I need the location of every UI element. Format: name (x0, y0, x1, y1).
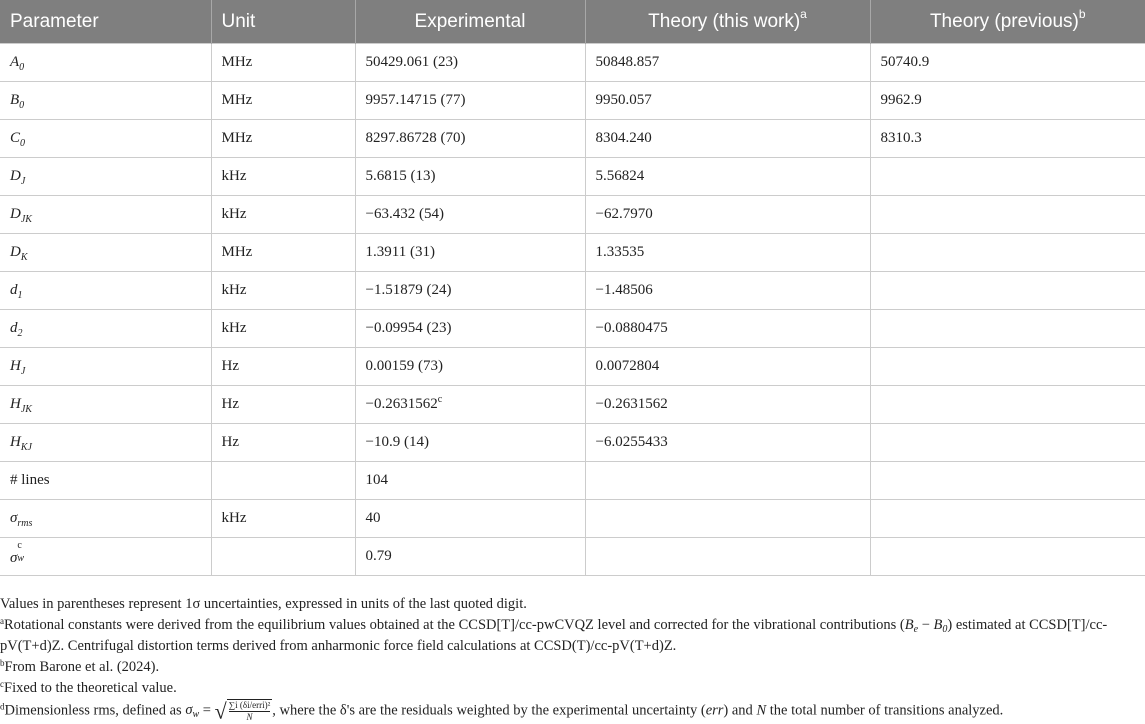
cell-theory-previous: 50740.9 (870, 44, 1145, 82)
table-row (0, 310, 1145, 348)
cell-theory-this-work: −1.48506 (585, 272, 870, 310)
cell-experimental: 1.3911 (31) (355, 234, 585, 272)
cell-parameter: $H_{JK}$ (0, 386, 211, 424)
cell-parameter: $D_J$ (0, 158, 211, 196)
cell-experimental: 40 (355, 500, 585, 538)
table-row (0, 158, 1145, 196)
header-theory-previous: Theory (previous)$^b$ (870, 0, 1145, 44)
cell-experimental: 5.6815 (13) (355, 158, 585, 196)
footnote-mark: c (437, 394, 443, 405)
cell-parameter: $d_1$ (0, 272, 211, 310)
cell-unit: MHz (211, 44, 355, 82)
footnote-mark: a (800, 6, 807, 21)
cell-theory-previous (870, 424, 1145, 462)
cell-unit (211, 538, 355, 576)
table-row (0, 196, 1145, 234)
table-row (0, 120, 1145, 158)
cell-unit: MHz (211, 82, 355, 120)
cell-parameter: $H_{KJ}$ (0, 424, 211, 462)
cell-unit (211, 462, 355, 500)
cell-theory-previous (870, 386, 1145, 424)
cell-experimental: 9957.14715 (77) (355, 82, 585, 120)
cell-unit: kHz (211, 272, 355, 310)
cell-theory-previous: 9962.9 (870, 82, 1145, 120)
cell-unit: kHz (211, 196, 355, 234)
cell-theory-this-work: 9950.057 (585, 82, 870, 120)
cell-unit: Hz (211, 348, 355, 386)
cell-theory-this-work (585, 462, 870, 500)
cell-parameter: $D_{JK}$ (0, 196, 211, 234)
cell-parameter: $\sigma_{rms}$ (0, 500, 211, 538)
table-row (0, 82, 1145, 120)
cell-parameter: # lines (0, 462, 211, 500)
cell-theory-previous (870, 310, 1145, 348)
table-row (0, 538, 1145, 576)
cell-parameter: $H_J$ (0, 348, 211, 386)
cell-theory-previous (870, 462, 1145, 500)
cell-theory-this-work: 1.33535 (585, 234, 870, 272)
footnote-a: $^a$Rotational constants were derived from the equilibrium values obtained at the CCSD[T]/cc-pwCVQZ level and corrected for the vibrational contributions $(B_e - B_0)$ estimated at CCSD[T]/cc- (0, 616, 1108, 635)
cell-theory-this-work: −0.2631562 (585, 386, 870, 424)
cell-theory-previous (870, 196, 1145, 234)
cell-parameter: $D_K$ (0, 234, 211, 272)
cell-experimental: −1.51879 (24) (355, 272, 585, 310)
header-parameter: Parameter (0, 0, 211, 44)
cell-theory-this-work: −0.0880475 (585, 310, 870, 348)
cell-unit: kHz (211, 500, 355, 538)
cell-theory-this-work: 8304.240 (585, 120, 870, 158)
cell-experimental: −10.9 (14) (355, 424, 585, 462)
table-row (0, 424, 1145, 462)
cell-unit: MHz (211, 120, 355, 158)
footnote-c: $^c$Fixed to the theoretical value. (0, 679, 177, 696)
cell-experimental: 8297.86728 (70) (355, 120, 585, 158)
table-row (0, 500, 1145, 538)
cell-theory-previous (870, 234, 1145, 272)
cell-parameter: $B_0$ (0, 82, 211, 120)
cell-unit: Hz (211, 386, 355, 424)
cell-theory-this-work: −6.0255433 (585, 424, 870, 462)
cell-theory-this-work (585, 500, 870, 538)
footnote-a-continued: pV(T+d)Z. Centrifugal distortion terms derived from anharmonic force field calculations at CCSD(T)/cc-pV(T+d)Z. (0, 638, 677, 654)
cell-experimental: 0.79 (355, 538, 585, 576)
cell-unit: kHz (211, 158, 355, 196)
table-row (0, 272, 1145, 310)
cell-experimental: 50429.061 (23) (355, 44, 585, 82)
table-row (0, 348, 1145, 386)
footnote-mark: b (1078, 6, 1086, 21)
table-row (0, 386, 1145, 424)
cell-experimental: −0.2631562$^c$ (355, 386, 585, 424)
cell-parameter: $d_2$ (0, 310, 211, 348)
cell-experimental: −63.432 (54) (355, 196, 585, 234)
cell-experimental: −0.09954 (23) (355, 310, 585, 348)
cell-unit: kHz (211, 310, 355, 348)
table-row (0, 44, 1145, 82)
cell-theory-previous (870, 538, 1145, 576)
header-experimental: Experimental (355, 0, 585, 44)
header-theory-this-work: Theory (this work)$^a$ (585, 0, 870, 44)
cell-theory-previous: 8310.3 (870, 120, 1145, 158)
footnote-general: Values in parentheses represent 1σ uncertainties, expressed in units of the last quoted digit. (0, 596, 527, 612)
table-footnotes (0, 594, 1140, 723)
cell-parameter: σ c w (0, 538, 211, 576)
cell-unit: Hz (211, 424, 355, 462)
cell-parameter: $C_0$ (0, 120, 211, 158)
cell-theory-previous (870, 500, 1145, 538)
rms-formula: √ $\frac{\text{∑i (δi/erri)²}}{N}$ (214, 698, 271, 724)
cell-theory-previous (870, 158, 1145, 196)
cell-parameter: $A_0$ (0, 44, 211, 82)
cell-theory-this-work: 50848.857 (585, 44, 870, 82)
cell-experimental: 0.00159 (73) (355, 348, 585, 386)
table-row (0, 462, 1145, 500)
cell-theory-this-work (585, 538, 870, 576)
header-unit: Unit (211, 0, 355, 44)
cell-unit: MHz (211, 234, 355, 272)
cell-theory-this-work: −62.7970 (585, 196, 870, 234)
footnote-b: $^b$From Barone et al. (2024). (0, 658, 160, 675)
cell-theory-this-work: 0.0072804 (585, 348, 870, 386)
table-header-row (0, 0, 1145, 44)
table-row (0, 234, 1145, 272)
footnote-d: $^d$Dimensionless rms, defined as $\sigma_w$ = √ $\frac{\text{∑i (δi/erri)²}}{N}$ , where the δ's are the residuals weighted by the experimental uncertainty (err) and N the total number of transitions analyzed. (0, 698, 1004, 724)
cell-theory-previous (870, 272, 1145, 310)
cell-theory-previous (870, 348, 1145, 386)
cell-theory-this-work: 5.56824 (585, 158, 870, 196)
cell-experimental: 104 (355, 462, 585, 500)
